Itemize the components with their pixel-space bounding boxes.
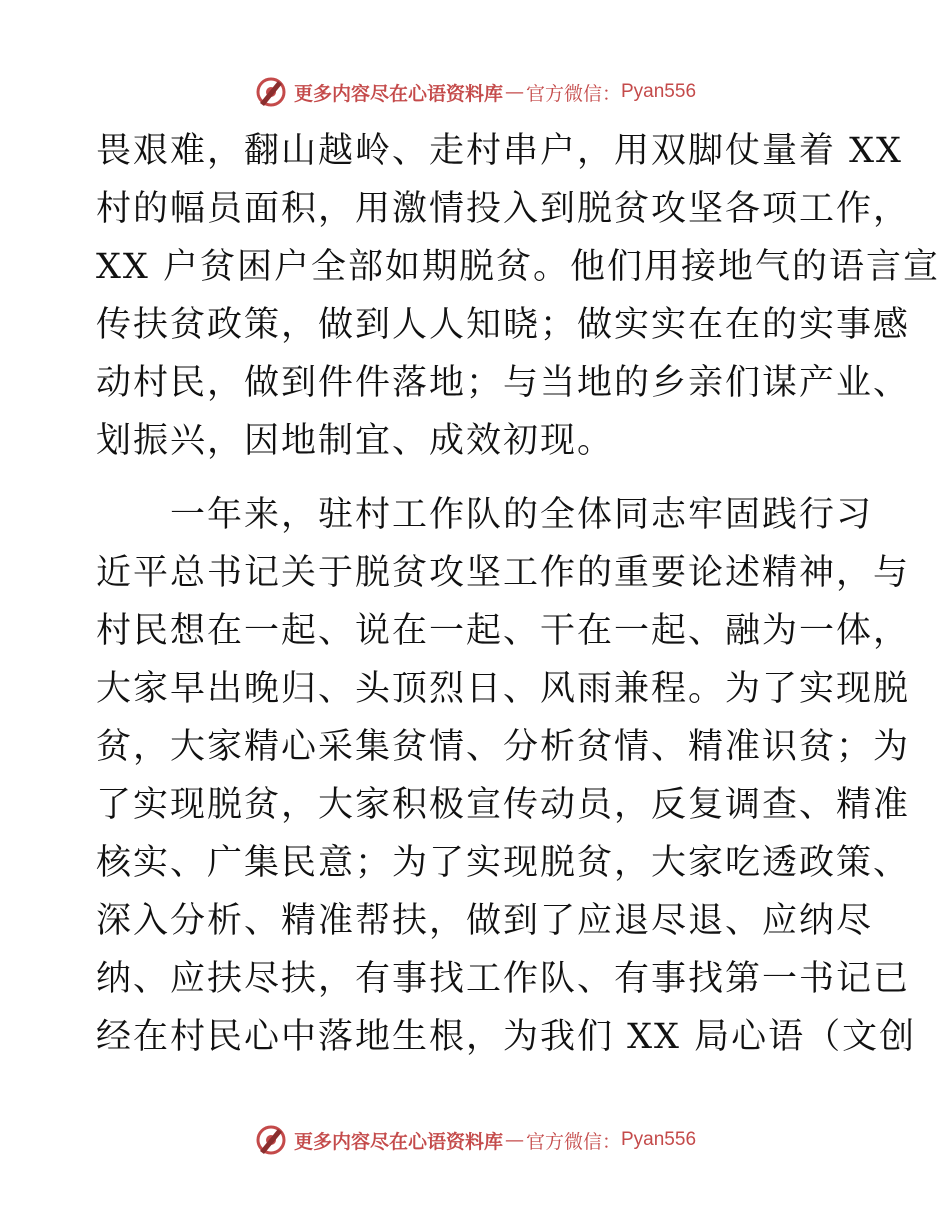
text-line: 村民想在一起、说在一起、干在一起、融为一体， [96,611,911,651]
document-body [96,122,940,1066]
text-line: 村的幅员面积，用激情投入到脱贫攻坚各项工作， [96,189,911,229]
footer-wechat-label: 官方微信： [525,1130,621,1153]
text-line: 传扶贫政策，做到人人知晓；做实实在在的实事感 [96,305,911,345]
text-line: 深入分析、精准帮扶，做到了应退尽退、应纳尽 [96,901,874,941]
text-line: 一年来，驻村工作队的全体同志牢固践行习 [96,495,874,535]
text-line: XX 户贫困户全部如期脱贫。他们用接地气的语言宣 [96,247,940,287]
pen-logo-icon [254,1123,288,1157]
header-wechat-label: 官方微信： [525,82,621,105]
paragraph-2 [96,486,917,1066]
footer-brand: 更多内容尽在心语资料库 [293,1130,503,1153]
footer-banner [0,1120,950,1160]
text-line: 动村民，做到件件落地；与当地的乡亲们谋产业、 [96,363,911,403]
header-brand: 更多内容尽在心语资料库 [293,82,503,105]
pen-logo-icon [254,75,288,109]
text-line: 了实现脱贫，大家积极宣传动员，反复调查、精准 [96,785,911,825]
text-line: 近平总书记关于脱贫攻坚工作的重要论述精神，与 [96,553,911,593]
text-line: 大家早出晚归、头顶烈日、风雨兼程。为了实现脱 [96,669,911,709]
text-line: 贫，大家精心采集贫情、分析贫情、精准识贫；为 [96,727,911,767]
header-dash: — [504,81,524,103]
text-line: 核实、广集民意；为了实现脱贫，大家吃透政策、 [96,843,911,883]
footer-handle: Pyan556 [621,1129,697,1150]
text-line: 畏艰难，翻山越岭、走村串户，用双脚仗量着 XX [96,131,903,171]
text-line: 划振兴，因地制宜、成效初现。 [96,421,615,461]
text-line: 经在村民心中落地生根，为我们 XX 局心语（文创 [96,1017,917,1057]
header-banner [0,72,950,112]
footer-dash: — [504,1129,524,1151]
text-line: 纳、应扶尽扶，有事找工作队、有事找第一书记已 [96,959,911,999]
paragraph-gap [96,470,856,486]
paragraph-1 [96,122,940,470]
header-handle: Pyan556 [621,81,697,102]
